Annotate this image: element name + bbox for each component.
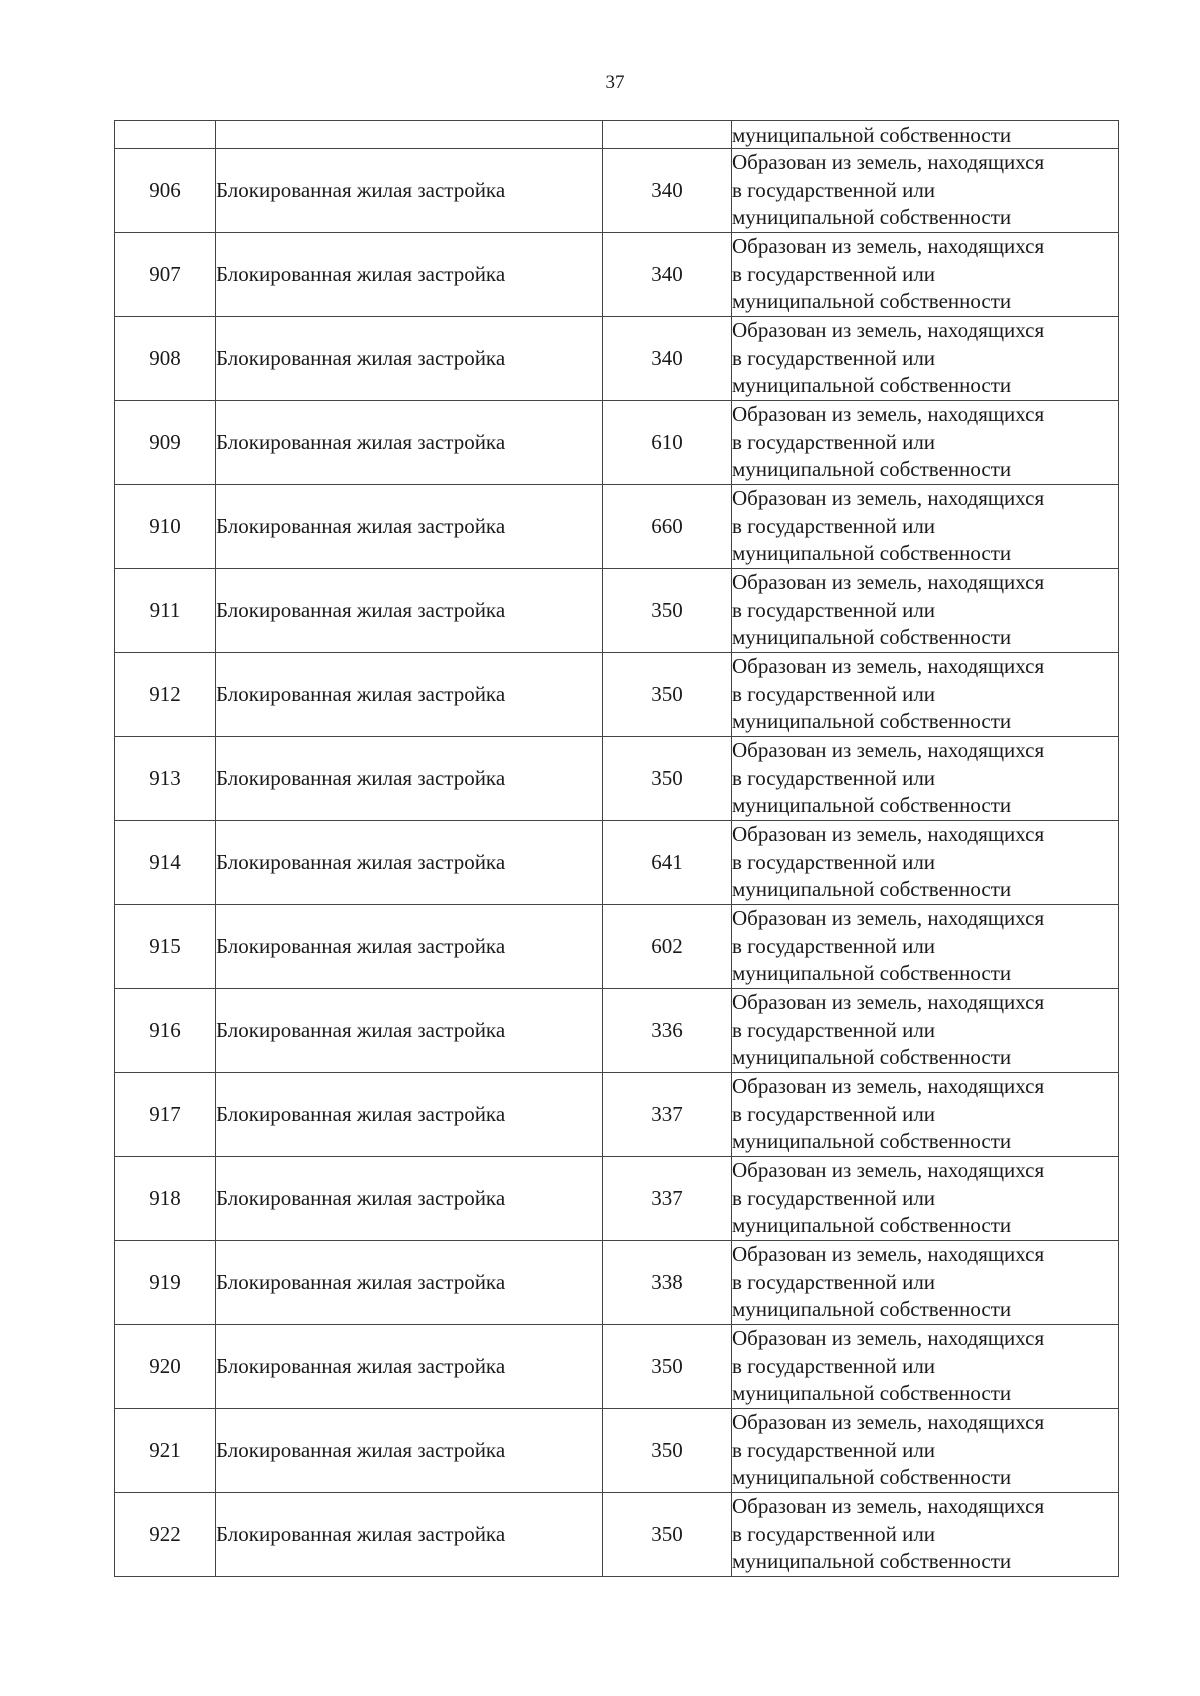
cell-land-use: Блокированная жилая застройка — [216, 317, 603, 401]
cell-note-line: Образован из земель, находящихся — [732, 486, 1045, 511]
cell-note-line: Образован из земель, находящихся — [732, 1494, 1045, 1519]
cell-note-line: муниципальной собственности — [732, 1213, 1012, 1238]
table-body — [115, 121, 1119, 1577]
cell-land-use: Блокированная жилая застройка — [216, 1409, 603, 1493]
table-row — [115, 821, 1119, 905]
cell-note-line: в государственной или — [732, 765, 936, 790]
cell-number: 917 — [115, 1073, 216, 1157]
cell-area: 602 — [603, 905, 732, 989]
cell-note-line: в государственной или — [732, 1353, 936, 1378]
cell-number: 919 — [115, 1241, 216, 1325]
cell-note-line: муниципальной собственности — [732, 205, 1012, 230]
cell-note-line: в государственной или — [732, 1017, 936, 1042]
cell-number: 913 — [115, 737, 216, 821]
table-row — [115, 1073, 1119, 1157]
cell-area: 641 — [603, 821, 732, 905]
cell-note-line: Образован из земель, находящихся — [732, 1242, 1045, 1267]
table-row-continuation — [115, 121, 1119, 149]
table-row — [115, 905, 1119, 989]
cell-number: 920 — [115, 1325, 216, 1409]
cell-note-line: муниципальной собственности — [732, 373, 1012, 398]
cell-note-line: муниципальной собственности — [732, 877, 1012, 902]
cell-area: 340 — [603, 149, 732, 233]
table-row — [115, 485, 1119, 569]
table-row — [115, 149, 1119, 233]
cell-note — [732, 1409, 1119, 1493]
cell-area: 338 — [603, 1241, 732, 1325]
cell-land-use: Блокированная жилая застройка — [216, 1493, 603, 1577]
cell-note-line: Образован из земель, находящихся — [732, 906, 1045, 931]
cell-area: 337 — [603, 1073, 732, 1157]
cell-number: 911 — [115, 569, 216, 653]
cell-area: 350 — [603, 1409, 732, 1493]
cell-note-line: муниципальной собственности — [732, 1045, 1012, 1070]
cell-land-use: Блокированная жилая застройка — [216, 905, 603, 989]
cell-land-use: Блокированная жилая застройка — [216, 1073, 603, 1157]
cell-note-line: Образован из земель, находящихся — [732, 822, 1045, 847]
page-number: 37 — [605, 72, 625, 93]
cell-note — [732, 737, 1119, 821]
cell-note-line: Образован из земель, находящихся — [732, 1074, 1045, 1099]
cell-land-use: Блокированная жилая застройка — [216, 569, 603, 653]
cell-note-line: Образован из земель, находящихся — [732, 402, 1045, 427]
cell-number — [115, 121, 216, 149]
cell-number: 909 — [115, 401, 216, 485]
cell-note-line: муниципальной собственности — [732, 1381, 1012, 1406]
cell-note-line: в государственной или — [732, 597, 936, 622]
cell-note-line: в государственной или — [732, 1521, 936, 1546]
cell-area: 350 — [603, 569, 732, 653]
cell-note — [732, 1241, 1119, 1325]
cell-note-line: в государственной или — [732, 345, 936, 370]
cell-note — [732, 149, 1119, 233]
cell-note — [732, 1325, 1119, 1409]
cell-note-line: Образован из земель, находящихся — [732, 1326, 1045, 1351]
cell-note — [732, 233, 1119, 317]
cell-note-line: Образован из земель, находящихся — [732, 318, 1045, 343]
table-row — [115, 1241, 1119, 1325]
cell-note-line: в государственной или — [732, 1185, 936, 1210]
land-plots-table — [114, 120, 1119, 1577]
cell-number: 907 — [115, 233, 216, 317]
cell-note-line: Образован из земель, находящихся — [732, 738, 1045, 763]
cell-note-line: муниципальной собственности — [732, 625, 1012, 650]
cell-note — [732, 401, 1119, 485]
cell-note-line: муниципальной собственности — [732, 1549, 1012, 1574]
cell-area: 340 — [603, 317, 732, 401]
cell-note-line: муниципальной собственности — [732, 289, 1012, 314]
table-row — [115, 737, 1119, 821]
cell-land-use: Блокированная жилая застройка — [216, 1325, 603, 1409]
cell-note-line: в государственной или — [732, 177, 936, 202]
cell-note-line: муниципальной собственности — [732, 709, 1012, 734]
cell-note-line: в государственной или — [732, 849, 936, 874]
cell-note — [732, 569, 1119, 653]
table-row — [115, 233, 1119, 317]
cell-note-line: в государственной или — [732, 429, 936, 454]
cell-note-line: в государственной или — [732, 1101, 936, 1126]
cell-area: 350 — [603, 1493, 732, 1577]
cell-note-line: в государственной или — [732, 681, 936, 706]
cell-area: 610 — [603, 401, 732, 485]
cell-land-use: Блокированная жилая застройка — [216, 149, 603, 233]
cell-note-line: муниципальной собственности — [732, 457, 1012, 482]
cell-land-use: Блокированная жилая застройка — [216, 233, 603, 317]
cell-note-line: муниципальной собственности — [732, 1129, 1012, 1154]
cell-area: 337 — [603, 1157, 732, 1241]
table-row — [115, 569, 1119, 653]
cell-number: 922 — [115, 1493, 216, 1577]
cell-note-line: Образован из земель, находящихся — [732, 1158, 1045, 1183]
cell-note-line: в государственной или — [732, 1269, 936, 1294]
cell-area — [603, 121, 732, 149]
cell-note-line: Образован из земель, находящихся — [732, 1410, 1045, 1435]
cell-area: 350 — [603, 653, 732, 737]
cell-note-line: муниципальной собственности — [732, 1297, 1012, 1322]
cell-number: 906 — [115, 149, 216, 233]
cell-note-line: в государственной или — [732, 933, 936, 958]
cell-land-use: Блокированная жилая застройка — [216, 737, 603, 821]
cell-number: 908 — [115, 317, 216, 401]
cell-number: 918 — [115, 1157, 216, 1241]
cell-land-use: Блокированная жилая застройка — [216, 821, 603, 905]
cell-area: 336 — [603, 989, 732, 1073]
cell-note-line: муниципальной собственности — [732, 961, 1012, 986]
table-row — [115, 317, 1119, 401]
table-row — [115, 401, 1119, 485]
cell-number: 915 — [115, 905, 216, 989]
cell-note-line: Образован из земель, находящихся — [732, 990, 1045, 1015]
table-row — [115, 653, 1119, 737]
table-row — [115, 989, 1119, 1073]
cell-note-line: Образован из земель, находящихся — [732, 150, 1045, 175]
cell-land-use: Блокированная жилая застройка — [216, 485, 603, 569]
cell-number: 916 — [115, 989, 216, 1073]
cell-note — [732, 821, 1119, 905]
cell-note — [732, 485, 1119, 569]
table-row — [115, 1325, 1119, 1409]
cell-note: муниципальной собственности — [732, 121, 1119, 149]
cell-area: 350 — [603, 737, 732, 821]
cell-land-use: Блокированная жилая застройка — [216, 401, 603, 485]
cell-area: 340 — [603, 233, 732, 317]
cell-land-use: Блокированная жилая застройка — [216, 1157, 603, 1241]
table-row — [115, 1493, 1119, 1577]
cell-note — [732, 1157, 1119, 1241]
table-row — [115, 1409, 1119, 1493]
cell-number: 914 — [115, 821, 216, 905]
cell-note-line: в государственной или — [732, 513, 936, 538]
cell-land-use — [216, 121, 603, 149]
cell-area: 660 — [603, 485, 732, 569]
cell-land-use: Блокированная жилая застройка — [216, 653, 603, 737]
cell-land-use: Блокированная жилая застройка — [216, 989, 603, 1073]
cell-note-line: в государственной или — [732, 261, 936, 286]
cell-note-line: муниципальной собственности — [732, 1465, 1012, 1490]
cell-note-line: Образован из земель, находящихся — [732, 234, 1045, 259]
cell-area: 350 — [603, 1325, 732, 1409]
cell-note — [732, 1493, 1119, 1577]
table-row — [115, 1157, 1119, 1241]
cell-note — [732, 905, 1119, 989]
cell-note — [732, 989, 1119, 1073]
cell-number: 910 — [115, 485, 216, 569]
cell-note-line: муниципальной собственности — [732, 793, 1012, 818]
cell-note-line: в государственной или — [732, 1437, 936, 1462]
cell-land-use: Блокированная жилая застройка — [216, 1241, 603, 1325]
cell-note — [732, 653, 1119, 737]
cell-note-line: муниципальной собственности — [732, 541, 1012, 566]
cell-number: 912 — [115, 653, 216, 737]
cell-note — [732, 1073, 1119, 1157]
cell-number: 921 — [115, 1409, 216, 1493]
cell-note-line: Образован из земель, находящихся — [732, 570, 1045, 595]
cell-note — [732, 317, 1119, 401]
cell-note-line: Образован из земель, находящихся — [732, 654, 1045, 679]
